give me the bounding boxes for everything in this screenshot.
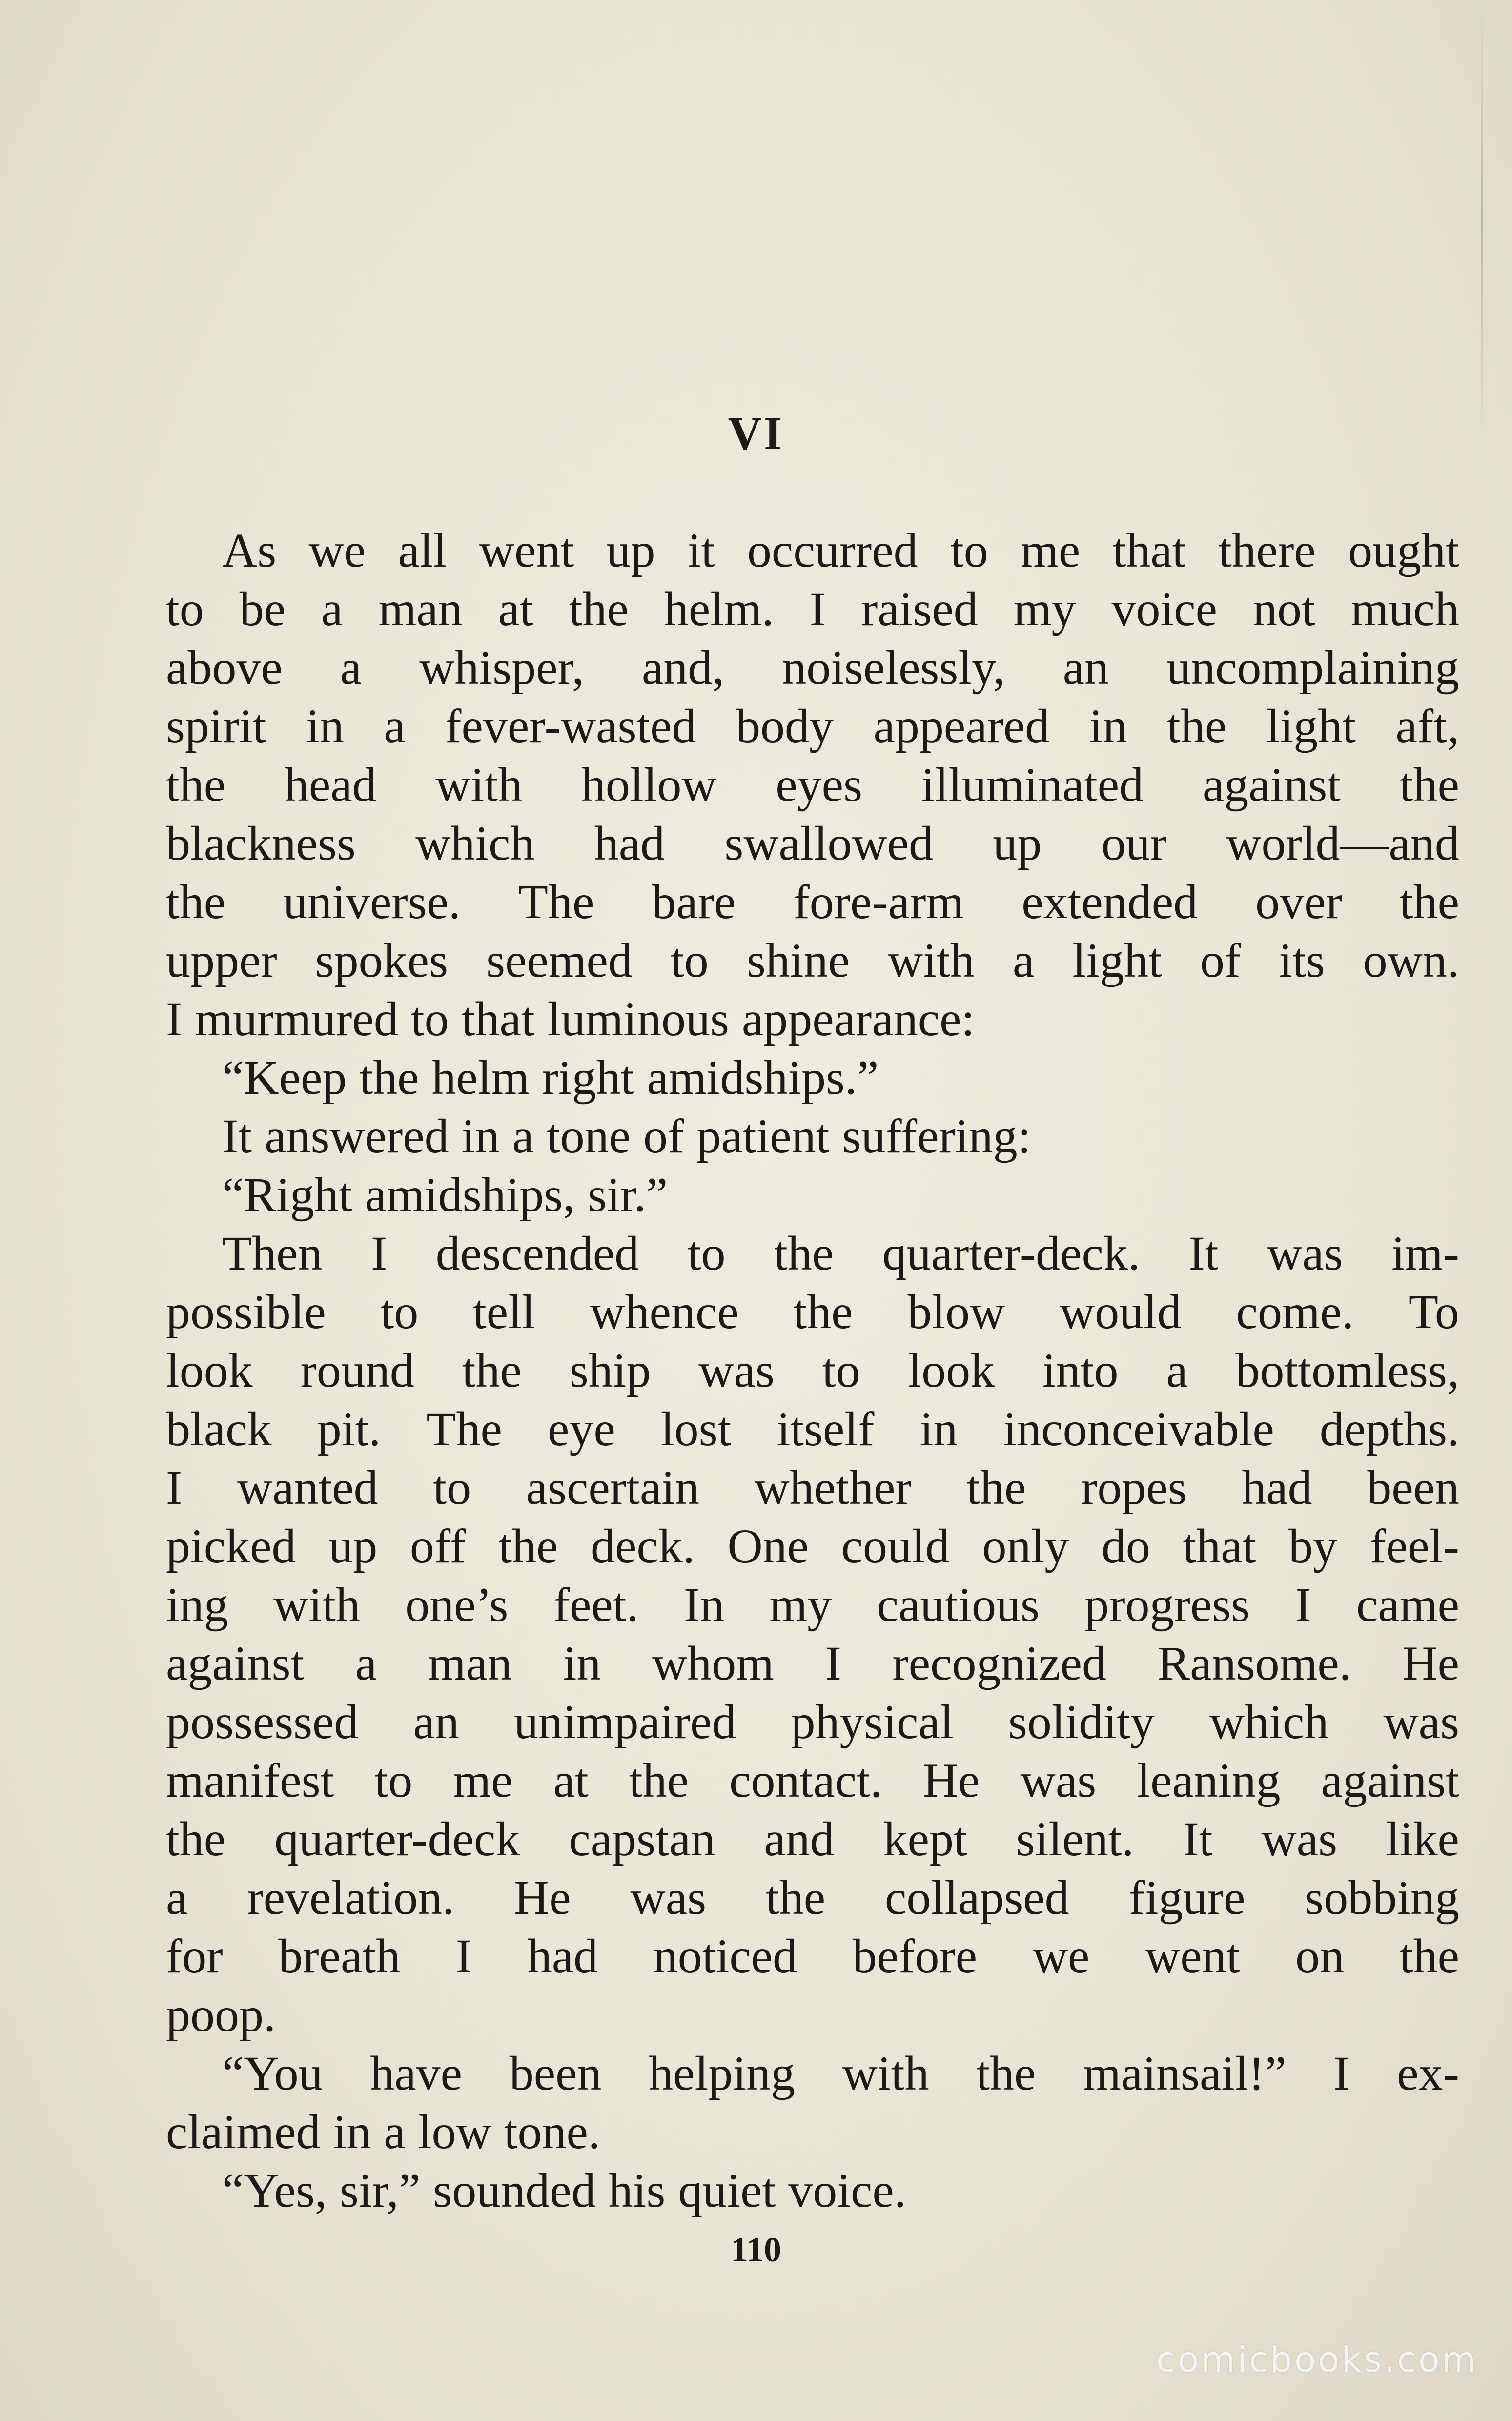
text-line: manifest to me at the contact. He was leaning against: [166, 1753, 1459, 1807]
text-line: As we all went up it occurred to me that there ought: [222, 523, 1459, 577]
text-line: to be a man at the helm. I raised my voice not much: [166, 582, 1459, 636]
text-line: It answered in a tone of patient suffering:: [222, 1109, 1031, 1163]
page-crease: [1481, 0, 1483, 439]
text-line: “Yes, sir,” sounded his quiet voice.: [222, 2163, 906, 2217]
text-line: I wanted to ascertain whether the ropes had been: [166, 1460, 1459, 1515]
text-line: for breath I had noticed before we went on the: [166, 1929, 1459, 1983]
text-line: “Right amidships, sir.”: [222, 1168, 668, 1222]
text-line: “You have been helping with the mainsail!” I ex-: [222, 2046, 1459, 2100]
text-line: ing with one’s feet. In my cautious progress I came: [166, 1578, 1459, 1632]
text-line: I murmured to that luminous appearance:: [166, 992, 975, 1046]
text-line: blackness which had swallowed up our world—and: [166, 816, 1459, 870]
watermark: comicbooks.com: [1156, 2339, 1478, 2380]
text-line: look round the ship was to look into a bottomless,: [166, 1343, 1459, 1397]
body-text: [166, 521, 1459, 2220]
text-line: possessed an unimpaired physical solidity which was: [166, 1695, 1459, 1749]
text-line: a revelation. He was the collapsed figure sobbing: [166, 1870, 1459, 1925]
text-line: spirit in a fever-wasted body appeared in the light aft,: [166, 699, 1459, 753]
text-line: the universe. The bare fore-arm extended over the: [166, 875, 1459, 929]
text-line: possible to tell whence the blow would come. To: [166, 1285, 1459, 1339]
text-line: picked up off the deck. One could only do that by feel-: [166, 1519, 1459, 1573]
text-line: claimed in a low tone.: [166, 2105, 600, 2159]
text-line: the quarter-deck capstan and kept silent. It was like: [166, 1812, 1459, 1866]
page-number: 110: [730, 2230, 782, 2269]
text-line: Then I descended to the quarter-deck. It was im-: [222, 1226, 1459, 1280]
text-line: the head with hollow eyes illuminated against the: [166, 758, 1459, 812]
text-line: “Keep the helm right amidships.”: [222, 1050, 879, 1105]
text-line: against a man in whom I recognized Ransome. He: [166, 1636, 1459, 1690]
chapter-heading: VI: [728, 407, 784, 459]
text-line: above a whisper, and, noiselessly, an uncomplaining: [166, 640, 1459, 695]
text-line: upper spokes seemed to shine with a light of its own.: [166, 933, 1459, 987]
text-line: poop.: [166, 1988, 276, 2042]
text-line: black pit. The eye lost itself in inconceivable depths.: [166, 1402, 1459, 1456]
